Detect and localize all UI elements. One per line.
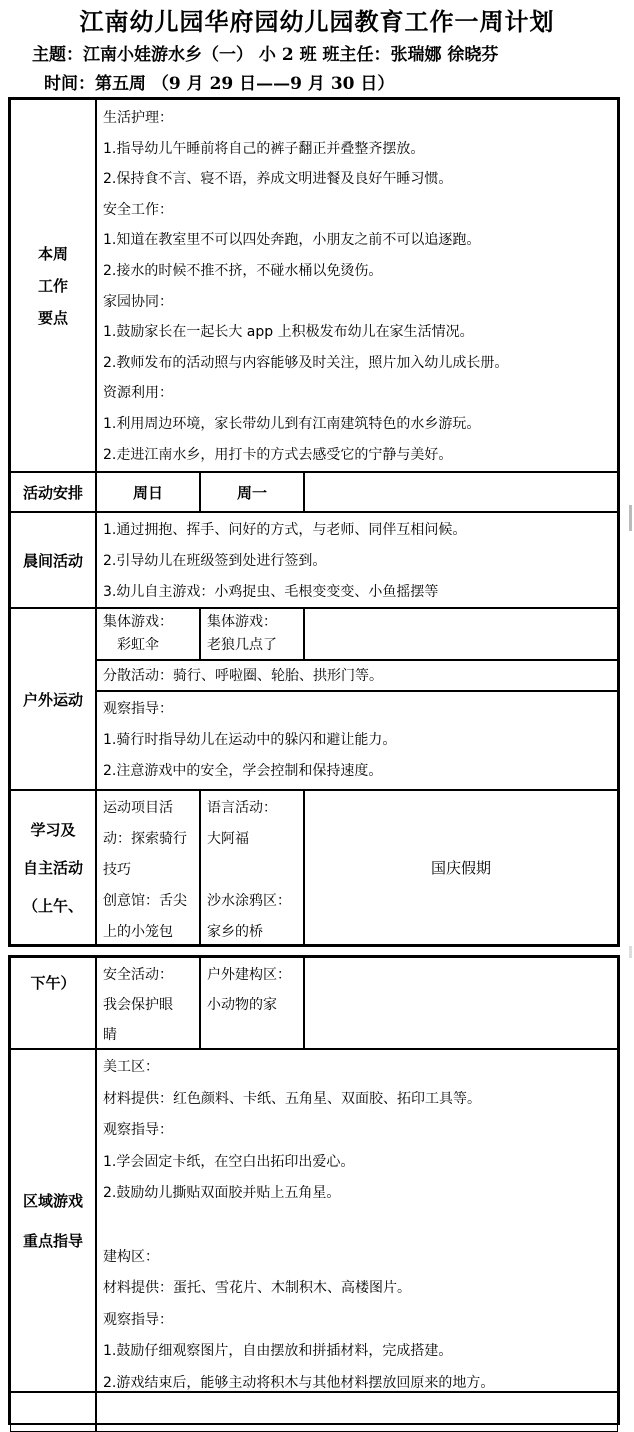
day-monday: 周一 [200, 472, 304, 512]
outdoor-observe: 观察指导： 1.骑行时指导幼儿在运动中的躲闪和避让能力。 2.注意游戏中的安全，学会控制和保持速度。 [96, 691, 618, 790]
day-sunday: 周日 [96, 472, 200, 512]
study-label-cont: 下午） [10, 957, 96, 1049]
study-empty-b [304, 957, 618, 1049]
outdoor-game-1: 集体游戏： 彩虹伞 [96, 608, 200, 660]
outdoor-game-2: 集体游戏： 老狼几点了 [200, 608, 304, 660]
page-title: 江南幼儿园华府园幼儿园教育工作一周计划 [79, 7, 555, 36]
weekly-points-content: 生活护理： 1.指导幼儿午睡前将自己的裤子翻正并叠整齐摆放。 2.保持食不言、寝不语，养成文明进餐及良好午睡习惯。 安全工作： 1.知道在教室里不可以四处奔跑，小朋友之前不可以追逐跑。 2.接水的时候不推不挤，不碰水桶以免烫伤。 家园协同： 1.鼓励家长在一起长大 app 上积极发布幼儿在家生活情况。 2.教师发布的活动照与内容能够及时关注，照片加入幼儿成长册。 资源利用： 1.利用周边环境，家长带幼儿到有江南建筑特色的水乡游玩。 2.走进江南水乡，用打卡的方式去感受它的宁静与美好。 [96, 99, 618, 472]
outdoor-label: 户外运动 [10, 608, 96, 790]
theme-line: 主题：江南小娃游水乡（一） 小 2 班 班主任：张瑞娜 徐晓芬 [32, 45, 499, 65]
morning-label: 晨间活动 [10, 512, 96, 608]
time-line: 时间：第五周 （9 月 29 日——9 月 30 日） [44, 74, 395, 94]
plan-table-page1 [8, 97, 620, 947]
study-col-sunday: 运动项目活 动：探索骑行 技巧 创意馆：舌尖 上的小笼包 [96, 790, 200, 945]
bottom-content-cell [96, 1392, 618, 1432]
area-content: 美工区： 材料提供：红色颜料、卡纸、五角星、双面胶、拓印工具等。 观察指导： 1.学会固定卡纸，在空白出拓印出爱心。 2.鼓励幼儿撕贴双面胶并贴上五角星。 建构区： 材料提供：蛋托、雪花片、木制积木、高楼图片。 观察指导： 1.鼓励仔细观察图片，自由摆放和拼插材料，完成搭建。 2.游戏结束后，能够主动将积木与其他材料摆放回原来的地方。 [96, 1049, 618, 1392]
holiday-cell: 国庆假期 [304, 790, 618, 945]
scroll-edge-mark [629, 946, 632, 958]
schedule-label: 活动安排 [10, 472, 96, 512]
study-col-sunday-b: 安全活动： 我会保护眼 睛 [96, 957, 200, 1049]
study-label: 学习及 自主活动 （上午、 [10, 790, 96, 945]
study-col-monday-b: 户外建构区： 小动物的家 [200, 957, 304, 1049]
scroll-edge-mark [629, 505, 632, 531]
outdoor-empty [304, 608, 618, 660]
bottom-label-cell [10, 1392, 96, 1432]
day-empty [304, 472, 618, 512]
morning-content: 1.通过拥抱、挥手、问好的方式，与老师、同伴互相问候。 2.引导幼儿在班级签到处进行签到。 3.幼儿自主游戏：小鸡捉虫、毛根变变变、小鱼摇摆等 [96, 512, 618, 608]
plan-table-page2 [8, 955, 620, 1425]
study-col-monday: 语言活动： 大阿福 沙水涂鸦区： 家乡的桥 [200, 790, 304, 945]
area-label: 区域游戏 重点指导 [10, 1049, 96, 1392]
outdoor-scattered: 分散活动：骑行、呼啦圈、轮胎、拱形门等。 [96, 660, 618, 691]
weekly-points-label: 本周 工作 要点 [10, 99, 96, 472]
